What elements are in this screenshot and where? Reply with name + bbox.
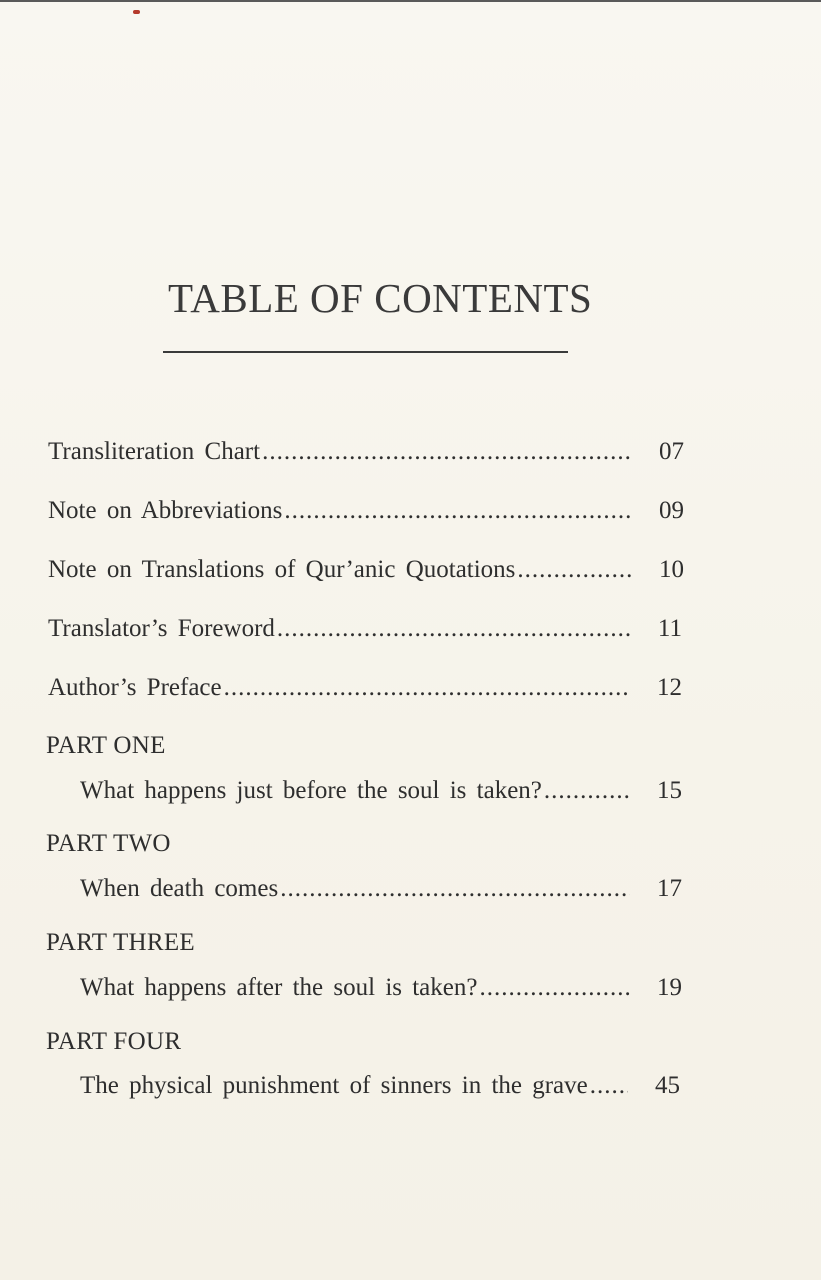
toc-entry-label: Transliteration Chart: [48, 438, 261, 465]
toc-entry-page: 17: [657, 875, 682, 902]
title-underline: [163, 351, 568, 353]
toc-entry-label: What happens after the soul is taken?: [80, 974, 478, 1001]
toc-entry: [48, 437, 684, 467]
part-heading: PART THREE: [46, 929, 195, 956]
dot-leader: [262, 437, 632, 467]
toc-entry: [80, 973, 682, 1003]
page-title: TABLE OF CONTENTS: [168, 275, 593, 321]
dot-leader: [479, 973, 630, 1003]
dot-leader: [277, 614, 630, 644]
toc-entry: [48, 673, 682, 703]
toc-entry-label: When death comes: [80, 875, 279, 902]
part-heading: PART TWO: [46, 830, 171, 857]
toc-entry-page: 10: [659, 556, 684, 583]
part-heading: PART FOUR: [46, 1028, 182, 1055]
toc-entry: [48, 614, 682, 644]
toc-entry-label: What happens just before the soul is taken?: [80, 777, 542, 804]
dot-leader: [517, 555, 632, 585]
toc-entry-label: Note on Translations of Qur’anic Quotations: [48, 556, 516, 583]
toc-entry: [48, 555, 684, 585]
toc-entry-page: 11: [657, 615, 682, 642]
toc-entry-page: 12: [657, 674, 682, 701]
toc-entry-label: Author’s Preface: [48, 674, 222, 701]
page-top-edge: [0, 0, 821, 2]
toc-entry-page: 15: [657, 777, 682, 804]
toc-entry: [48, 496, 684, 526]
part-heading: PART ONE: [46, 732, 166, 759]
toc-entry-page: 19: [657, 974, 682, 1001]
toc-entry: [80, 874, 682, 904]
toc-entry-label: Note on Abbreviations: [48, 497, 283, 524]
toc-entry: [80, 776, 682, 806]
dot-leader: [224, 673, 630, 703]
dot-leader: [544, 776, 630, 806]
toc-entry-label: Translator’s Foreword: [48, 615, 275, 642]
ink-mark: [133, 10, 140, 14]
dot-leader: [284, 496, 632, 526]
dot-leader: [280, 874, 630, 904]
toc-entry: [80, 1071, 680, 1101]
toc-entry-page: 09: [659, 497, 684, 524]
toc-entry-page: 07: [659, 438, 684, 465]
dot-leader: [590, 1071, 628, 1101]
toc-entry-label: The physical punishment of sinners in the grave: [80, 1072, 588, 1099]
toc-entry-page: 45: [655, 1072, 680, 1099]
